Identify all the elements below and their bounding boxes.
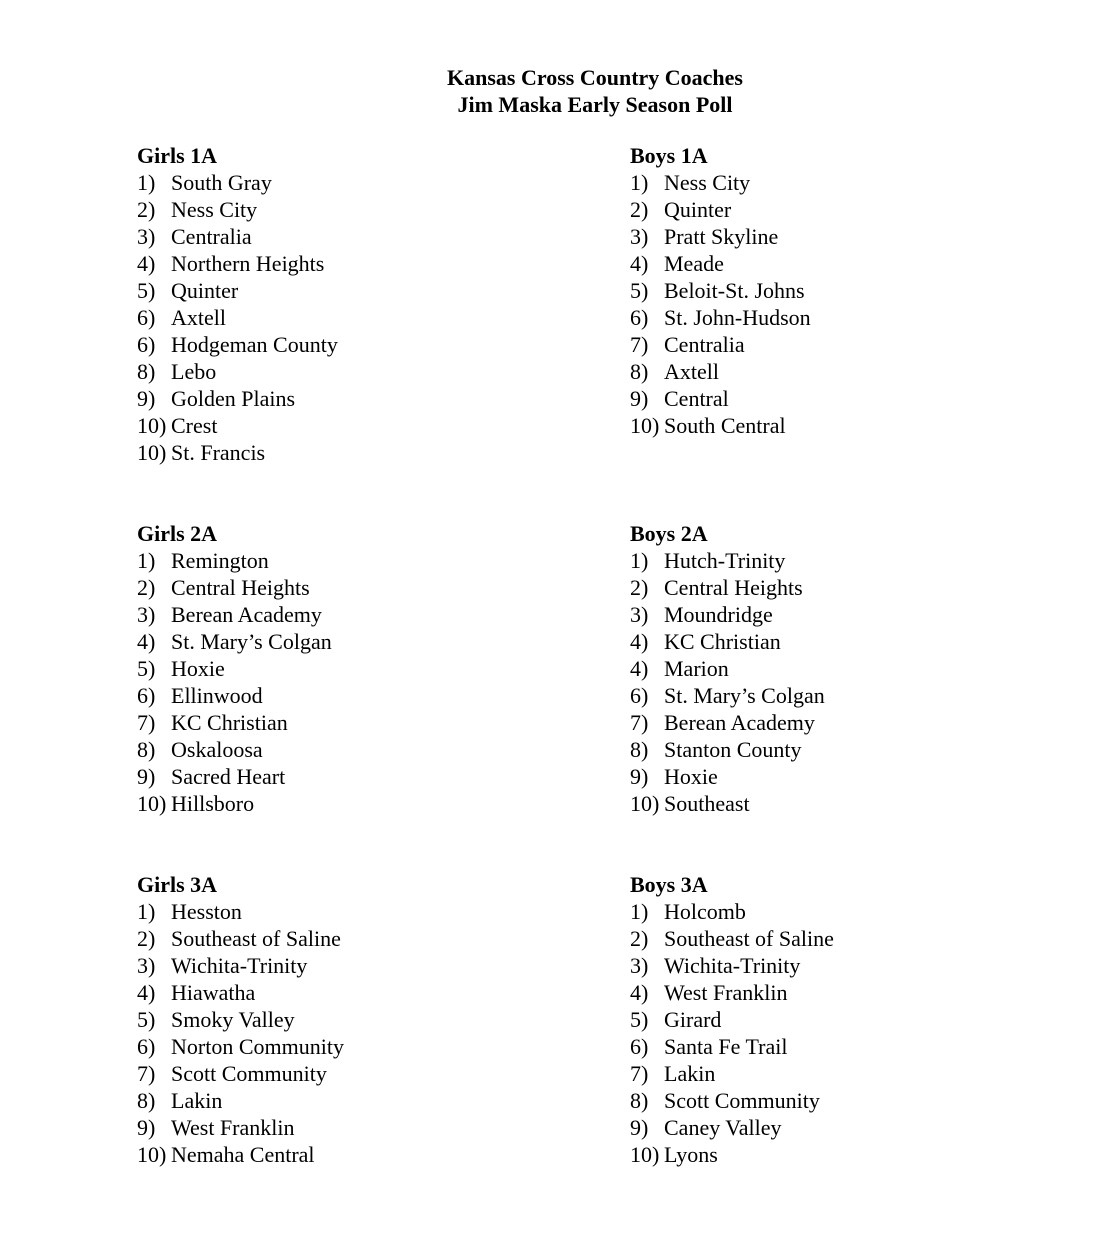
ranking-row [137, 1033, 630, 1060]
section-boys-2a [630, 520, 1053, 817]
ranking-row [137, 304, 630, 331]
team-name: Meade [664, 251, 724, 276]
ranking-list-boys-3a [630, 898, 1053, 1168]
rank-number: 4) [137, 251, 156, 276]
rank-number: 6) [630, 305, 649, 330]
ranking-row [137, 1006, 630, 1033]
rank-number: 10) [630, 1142, 660, 1167]
ranking-row [137, 655, 630, 682]
ranking-row [630, 385, 1053, 412]
ranking-row [630, 709, 1053, 736]
ranking-list-girls-3a [137, 898, 630, 1168]
team-name: Axtell [171, 305, 226, 330]
ranking-row [137, 736, 630, 763]
rank-number: 6) [630, 1034, 649, 1059]
team-name: Remington [171, 548, 269, 573]
rank-number: 3) [630, 953, 649, 978]
team-name: Sacred Heart [171, 764, 286, 789]
ranking-row [630, 223, 1053, 250]
team-name: Quinter [664, 197, 732, 222]
team-name: Hodgeman County [171, 332, 338, 357]
ranking-row [137, 1114, 630, 1141]
ranking-row [630, 169, 1053, 196]
team-name: St. John-Hudson [664, 305, 811, 330]
team-name: Stanton County [664, 737, 802, 762]
team-name: Beloit-St. Johns [664, 278, 805, 303]
ranking-row [137, 574, 630, 601]
team-name: Moundridge [664, 602, 773, 627]
section-heading-boys-2a: Boys 2A [630, 521, 708, 546]
ranking-row [137, 547, 630, 574]
team-name: Golden Plains [171, 386, 296, 411]
rank-number: 5) [630, 278, 649, 303]
team-name: Nemaha Central [171, 1142, 315, 1167]
rank-number: 5) [137, 278, 156, 303]
section-heading-girls-2a: Girls 2A [137, 521, 218, 546]
ranking-row [630, 1060, 1053, 1087]
rank-number: 9) [630, 1115, 649, 1140]
rank-number: 6) [137, 1034, 156, 1059]
team-name: Hesston [171, 899, 242, 924]
team-name: Ness City [664, 170, 751, 195]
ranking-row [137, 331, 630, 358]
ranking-row [137, 790, 630, 817]
ranking-row [630, 277, 1053, 304]
team-name: Holcomb [664, 899, 746, 924]
ranking-row [137, 601, 630, 628]
team-name: Lebo [171, 359, 217, 384]
ranking-row [137, 196, 630, 223]
team-name: Ellinwood [171, 683, 263, 708]
team-name: Hiawatha [171, 980, 256, 1005]
ranking-list-girls-2a [137, 547, 630, 817]
ranking-row [630, 682, 1053, 709]
section-heading-girls-1a: Girls 1A [137, 143, 218, 168]
ranking-row [137, 385, 630, 412]
rank-number: 5) [137, 656, 156, 681]
rank-number: 7) [137, 1061, 156, 1086]
rank-number: 3) [630, 602, 649, 627]
team-name: Crest [171, 413, 218, 438]
team-name: Southeast [664, 791, 750, 816]
team-name: Marion [664, 656, 729, 681]
ranking-row [630, 979, 1053, 1006]
team-name: Northern Heights [171, 251, 325, 276]
ranking-list-boys-2a [630, 547, 1053, 817]
rank-number: 8) [137, 359, 156, 384]
rank-number: 5) [630, 1007, 649, 1032]
section-heading-boys-3a: Boys 3A [630, 872, 708, 897]
team-name: Quinter [171, 278, 239, 303]
ranking-row [630, 412, 1053, 439]
team-name: Hoxie [664, 764, 718, 789]
rank-number: 6) [137, 332, 156, 357]
team-name: Lakin [664, 1061, 716, 1086]
ranking-row [137, 898, 630, 925]
ranking-row [630, 952, 1053, 979]
rank-number: 2) [630, 575, 649, 600]
team-name: Centralia [171, 224, 252, 249]
rank-number: 10) [137, 413, 167, 438]
rank-number: 6) [137, 683, 156, 708]
team-name: Axtell [664, 359, 719, 384]
team-name: Hoxie [171, 656, 225, 681]
ranking-list-girls-1a [137, 169, 630, 466]
ranking-row [137, 358, 630, 385]
ranking-row [630, 358, 1053, 385]
rank-number: 8) [630, 737, 649, 762]
section-heading-boys-1a: Boys 1A [630, 143, 708, 168]
team-name: Smoky Valley [171, 1007, 295, 1032]
team-name: St. Mary’s Colgan [664, 683, 825, 708]
rank-number: 2) [630, 197, 649, 222]
team-name: Lakin [171, 1088, 223, 1113]
ranking-row [137, 952, 630, 979]
ranking-row [137, 250, 630, 277]
team-name: West Franklin [664, 980, 788, 1005]
ranking-row [630, 1141, 1053, 1168]
team-name: Central Heights [171, 575, 310, 600]
rank-number: 1) [630, 899, 649, 924]
team-name: Central Heights [664, 575, 803, 600]
ranking-row [137, 682, 630, 709]
rank-number: 6) [137, 305, 156, 330]
rank-number: 5) [137, 1007, 156, 1032]
rank-number: 9) [137, 764, 156, 789]
team-name: Wichita-Trinity [664, 953, 801, 978]
rank-number: 3) [630, 224, 649, 249]
ranking-row [137, 1060, 630, 1087]
team-name: South Gray [171, 170, 272, 195]
ranking-row [137, 709, 630, 736]
ranking-row [137, 223, 630, 250]
rank-number: 1) [137, 170, 156, 195]
ranking-row [630, 655, 1053, 682]
rank-number: 10) [137, 440, 167, 465]
ranking-row [137, 628, 630, 655]
team-name: Norton Community [171, 1034, 344, 1059]
ranking-row [630, 1114, 1053, 1141]
ranking-row [630, 736, 1053, 763]
ranking-row [137, 277, 630, 304]
team-name: Scott Community [171, 1061, 327, 1086]
rank-number: 6) [630, 683, 649, 708]
ranking-row [137, 169, 630, 196]
team-name: Berean Academy [171, 602, 322, 627]
title-line-2: Jim Maska Early Season Poll [457, 92, 733, 117]
ranking-row [137, 979, 630, 1006]
poll-grid [137, 142, 1053, 1168]
rank-number: 10) [630, 413, 660, 438]
team-name: Southeast of Saline [171, 926, 341, 951]
ranking-row [630, 574, 1053, 601]
team-name: Berean Academy [664, 710, 815, 735]
ranking-row [630, 1087, 1053, 1114]
rank-number: 1) [137, 899, 156, 924]
team-name: Hutch-Trinity [664, 548, 786, 573]
rank-number: 8) [137, 1088, 156, 1113]
ranking-row [137, 412, 630, 439]
rank-number: 10) [630, 791, 660, 816]
rank-number: 3) [137, 602, 156, 627]
ranking-row [630, 1033, 1053, 1060]
rank-number: 9) [630, 386, 649, 411]
rank-number: 10) [137, 791, 167, 816]
rank-number: 1) [137, 548, 156, 573]
rank-number: 2) [137, 575, 156, 600]
ranking-row [630, 196, 1053, 223]
ranking-row [137, 1087, 630, 1114]
rank-number: 9) [137, 1115, 156, 1140]
rank-number: 4) [137, 980, 156, 1005]
team-name: Santa Fe Trail [664, 1034, 788, 1059]
rank-number: 1) [630, 548, 649, 573]
section-girls-1a [137, 142, 630, 466]
team-name: Pratt Skyline [664, 224, 779, 249]
rank-number: 8) [137, 737, 156, 762]
document-title [137, 0, 1053, 118]
section-heading-girls-3a: Girls 3A [137, 872, 218, 897]
rank-number: 7) [630, 1061, 649, 1086]
rank-number: 9) [137, 386, 156, 411]
team-name: Wichita-Trinity [171, 953, 308, 978]
rank-number: 8) [630, 359, 649, 384]
rank-number: 2) [630, 926, 649, 951]
rank-number: 4) [630, 656, 649, 681]
team-name: KC Christian [664, 629, 781, 654]
team-name: Hillsboro [171, 791, 255, 816]
team-name: Central [664, 386, 729, 411]
ranking-row [630, 250, 1053, 277]
ranking-row [630, 925, 1053, 952]
rank-number: 3) [137, 953, 156, 978]
rank-number: 4) [137, 629, 156, 654]
team-name: St. Francis [171, 440, 266, 465]
rank-number: 10) [137, 1142, 167, 1167]
rank-number: 7) [137, 710, 156, 735]
ranking-row [630, 547, 1053, 574]
team-name: Centralia [664, 332, 745, 357]
ranking-row [137, 763, 630, 790]
team-name: Scott Community [664, 1088, 820, 1113]
ranking-row [630, 331, 1053, 358]
section-girls-3a [137, 871, 630, 1168]
section-girls-2a [137, 520, 630, 817]
ranking-list-boys-1a [630, 169, 1053, 439]
rank-number: 1) [630, 170, 649, 195]
team-name: South Central [664, 413, 786, 438]
section-boys-1a [630, 142, 1053, 439]
team-name: Oskaloosa [171, 737, 263, 762]
section-boys-3a [630, 871, 1053, 1168]
rank-number: 2) [137, 926, 156, 951]
team-name: St. Mary’s Colgan [171, 629, 332, 654]
team-name: Caney Valley [664, 1115, 782, 1140]
rank-number: 7) [630, 332, 649, 357]
ranking-row [630, 898, 1053, 925]
ranking-row [137, 1141, 630, 1168]
ranking-row [630, 304, 1053, 331]
team-name: KC Christian [171, 710, 288, 735]
title-line-1: Kansas Cross Country Coaches [446, 65, 743, 90]
team-name: Southeast of Saline [664, 926, 834, 951]
rank-number: 8) [630, 1088, 649, 1113]
rank-number: 4) [630, 980, 649, 1005]
team-name: Ness City [171, 197, 258, 222]
ranking-row [630, 628, 1053, 655]
rank-number: 2) [137, 197, 156, 222]
team-name: Girard [664, 1007, 722, 1032]
rank-number: 4) [630, 629, 649, 654]
ranking-row [630, 601, 1053, 628]
rank-number: 7) [630, 710, 649, 735]
ranking-row [137, 439, 630, 466]
team-name: Lyons [664, 1142, 718, 1167]
ranking-row [630, 790, 1053, 817]
team-name: West Franklin [171, 1115, 295, 1140]
ranking-row [630, 763, 1053, 790]
rank-number: 3) [137, 224, 156, 249]
rank-number: 4) [630, 251, 649, 276]
rank-number: 9) [630, 764, 649, 789]
ranking-row [137, 925, 630, 952]
ranking-row [630, 1006, 1053, 1033]
